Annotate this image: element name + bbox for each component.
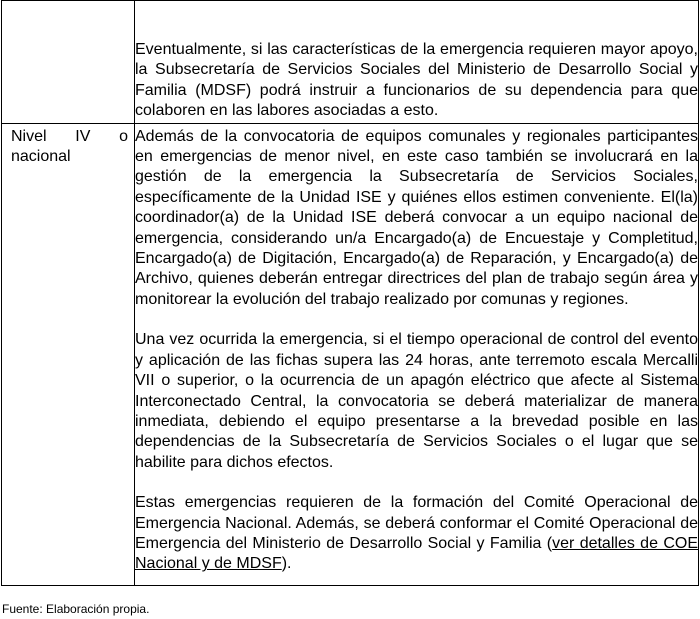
table-row-level-iv [2, 123, 699, 585]
level-label-word-iv: IV [75, 127, 91, 145]
description-cell-level-iv [135, 123, 699, 585]
coe-details-link[interactable]: ver detalles de COE Nacional y de MDSF [135, 534, 698, 573]
paragraph-3-closing: ). [281, 555, 292, 573]
description-cell-previous [135, 1, 699, 124]
level-cell-empty [2, 1, 135, 124]
level-iv-label [2, 124, 134, 167]
paragraph-3-text: Estas emergencias requieren de la formación del Comité Operacional de Emergencia Nacional. Además, se deberá conformar el Comité Operacional de Emergencia del Ministerio de Desarrollo Social y Familia ( [135, 494, 698, 552]
source-note: Fuente: Elaboración propia. [2, 602, 150, 616]
emergency-levels-table [1, 0, 699, 586]
previous-level-paragraph: Eventualmente, si las características de la emergencia requieren mayor apoyo, la Subsecretaría de Servicios Sociales del Ministerio de Desarrollo Social y Familia (MDSF) podrá instruir a funcionarios de su dependencia para que colaboren en las labores asociadas a esto. [135, 41, 698, 120]
level-iv-paragraph-3 [135, 493, 698, 575]
level-cell-iv [2, 123, 135, 585]
level-iv-paragraph-1: Además de la convocatoria de equipos comunales y regionales participantes en emergencias de menor nivel, en este caso también se involucrará en la gestión de la emergencia la Subsecretaría de Servicios Sociales, específicamente de la Unidad ISE y quiénes ellos estimen conveniente. El(la) coordinador(a) de la Unidad ISE deberá convocar a un equipo nacional de emergencia, considerando un/a Encargado(a) de Encuestaje y Completitud, Encargado(a) de Digitación, Encargado(a) de Reparación, y Encargado(a) de Archivo, quienes deberán entregar directrices del plan de trabajo según área y monitorear la evolución del trabajo realizado por comunas y regiones. [135, 127, 698, 308]
level-iv-paragraph-2: Una vez ocurrida la emergencia, si el tiempo operacional de control del evento y aplicación de las fichas supera las 24 horas, ante terremoto escala Mercalli VII o superior, o la ocurrencia de un apagón eléctrico que afecte al Sistema Interconectado Central, la convocatoria se deberá materializar de manera inmediata, debiendo el equipo presentarse a la brevedad posible en las dependencias de la Subsecretaría de Servicios Sociales o el lugar que se habilite para dichos efectos. [135, 331, 698, 471]
level-label-word-nivel: Nivel [11, 127, 47, 145]
level-label-word-o: o [119, 127, 128, 145]
table-row-previous-level [2, 1, 699, 124]
level-label-word-nacional: nacional [11, 147, 71, 165]
